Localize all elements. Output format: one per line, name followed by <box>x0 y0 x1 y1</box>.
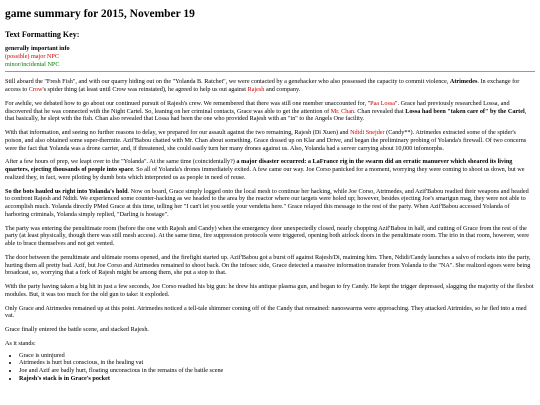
key-important: generally important info <box>5 45 70 52</box>
important-info: a major disaster occurred: a LaFrance rig in the swarm did an erratic manuever which sheared its living quarters, ejecting thousands of people into space <box>5 158 513 173</box>
key-minor-npc: minor/incidental NPC <box>5 60 60 68</box>
list-item: • Rajesh's stack is in Grace's pocket <box>19 375 535 383</box>
npc-crow: Crow <box>28 86 43 93</box>
paragraph-3 <box>5 129 535 152</box>
status-list <box>5 352 535 383</box>
text: ". Grace had previously researched Lossa, and discovered that he was connected with the Night Cartel. So, leaning on her criminal contacts, Grace was able to get the attention of <box>5 99 510 115</box>
key-major-npc: (possible) major NPC <box>5 52 59 60</box>
text: Still aboard the "Fresh Fish", and with our quarry hiding out on the "Yolanda B. Ratchet", we were contacted by a genehacker who also possessed the capacity to commit violence, <box>5 78 450 86</box>
important-info: So the bots hauled us right into Yolanda's hold <box>5 187 128 195</box>
divider <box>5 71 535 72</box>
paragraph-5 <box>5 188 535 219</box>
text: . Chan revealed that <box>354 107 406 115</box>
stands-heading: As it stands: <box>5 339 36 347</box>
important-info: Lossa had been "taken care of" by the Cartel <box>405 107 525 115</box>
text: . So all of Yolanda's drones immediately exited. A few came our way. Joe Corso panicked for a moment, worrying they were coming to shoot us down, but we realized they, in fact, were piloting by dumb bots which interpreted us as people in need of reuse. <box>5 166 525 181</box>
paragraph-2 <box>5 100 535 123</box>
text: 's spider thing (at least until Crow was reinstated), he agreed to help us out against <box>42 86 248 93</box>
text: After a few hours of prep, we leapt over to the "Yolanda". At the same time (coincidentally?) <box>5 158 237 166</box>
list-item: • Joe and Azif are badly hurt, floating unconscious in the remains of the battle scene <box>19 367 535 375</box>
text: , that basically, he slept with the fish. Chan also revealed that Lossa had been the one who provided Rajesh with an "in" to the Angels One facility. <box>5 107 527 123</box>
paragraph-10: Grace finally entered the battle scene, and stacked Rajesh. <box>5 326 149 333</box>
npc-atrimedes: Atrimedes <box>449 78 478 86</box>
npc-rajesh: Rajesh <box>247 86 265 93</box>
list-item: • Grace is uninjured <box>19 352 535 360</box>
paragraph-6: The party was entering the penultimate room (before the one with Rajesh and Candy) when the emergency door unexpectedly closed, nearly chopping Azif'Babou in half, and cutting of Grace from the rest of the party (at least physically, though there was still mesh access). At the same time, fire suppression protocols were triggered, opening both airlock doors in the penultimate room. The trio in that room, however, were able to brace themselves and not get vented. <box>5 224 530 247</box>
list-item: • Atrimedes is hurt but conscious, in the healing vat <box>19 359 535 367</box>
text: For awhile, we debated how to go about our continued pursuit of Rajesh's crew. We remembered that there was still one member unaccounted for, " <box>5 99 371 107</box>
text: and company. <box>264 86 301 93</box>
npc-ndidi: Ndidi Snejder <box>350 129 385 136</box>
page-title: game summary for 2015, November 19 <box>5 8 195 20</box>
paragraph-9: Only Grace and Atrimedes remained up at this point. Atrimedes noticed a tell-tale shimmer coming off of the Candy that remained: nanoswarms were approaching. They attacked Atrimides, so he fled into a med vat. <box>5 304 527 320</box>
paragraph-8: With the party having taken a big hit in just a few seconds, Joe Corso readied his big gun: he drew his antique plasma gun, and began to fry Candy. He kept the trigger depressed, slagging the majority of the flexbot modules. But, it was too much for the old gun to take: it exploded. <box>5 283 534 298</box>
paragraph-1 <box>5 78 535 94</box>
text: . Now on board, Grace simply logged onto the local mesh to continue her hacking, while Joe Corso, Atrimedes, and Azif'Babou readied their weapons and headed to confront Rajesh and Ndidi. We experienced some counter-hacking as we headed to the area by the reactor where our targets were holed up; however, besides ejecting Joe's smartgun mag, they were not able to accomplish much. Yolanda directly PMed Grace at this time, telling her "I can't let you settle your vendetta here." Grace relayed this message to the rest of the party. When Azif'Babou accessed Yolanda of harboring criminals, Yolanda simply replied, "Darling is hostage". <box>5 187 529 218</box>
text: With that information, and seeing no further reasons to delay, we prepared for our assault against the two remaining, Rajesh (Di Xuen) and <box>5 129 351 136</box>
formatting-key <box>5 45 535 68</box>
npc-lossa: Paa Lossa <box>370 99 396 107</box>
paragraph-7: The door between the penultimate and ultimate rooms opened, and the firefight started up. Azif'Babou got a burst off against Rajesh/Di, maiming him. Then, Ndidi/Candy launches a salvo of rockets into the party, hurting them all pretty bad. Azif, but Joe Corso and Atrimedes remained to shoot back. On the infosec side, Grace detected a massive information transfer from Yolanda to the "NA". She realized egoes were being broadcast, so, worrying that a fork of Rajesh might be among them, she put a stop to that. <box>5 253 531 277</box>
text: (Candy**). Atrimedes extracted some of the spider's poison, and also obtained some super-thermite. Azif'Babou chatted with Mr. Chan about something. Grace dossed up on Klar and Drive, and began the preliminary probing of Yolanda's firewall. Of two concerns were the fact that Yolanda was a drone carrier, and, if threatened, she could easily turn her many drones against us. Also, Yolanda had a server carrying about 10,000 infomorphs. <box>5 129 527 152</box>
text: . In exchange for access to <box>5 78 520 93</box>
paragraph-4 <box>5 158 535 181</box>
npc-mr-chan: Mr. Chan <box>330 107 355 115</box>
formatting-key-heading: Text Formatting Key: <box>5 30 80 39</box>
